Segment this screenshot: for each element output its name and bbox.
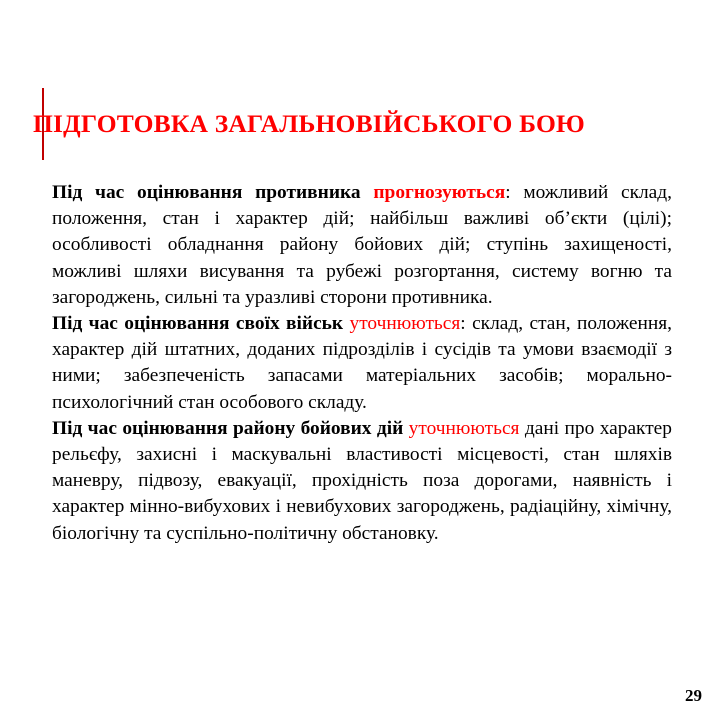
paragraph-accent-term: уточнюються [349, 313, 461, 335]
page-number: 29 [685, 686, 702, 705]
paragraph-lead: Під час оцінювання своїх військ [52, 313, 344, 335]
paragraph-accent-term: прогнозуються [373, 182, 506, 203]
paragraph-area-assessment [52, 416, 672, 547]
paragraph-body-text: дані про характер рельєфу, захисні і маскувальні властивості місцевості, стан шляхів маневру, підвозу, евакуації, прохідність поза дорогами, наявність і характер мінно-вибухових і невибухових загороджень, радіаційну, хімічну, біологічну та суспільно-політичну обстановку. [52, 417, 672, 544]
paragraph-body-text: : склад, стан, положення, характер дій штатних, доданих підрозділів і сусідів та умови взаємодії з ними; забезпеченість запасами матеріальних засобів; морально-психологічний стан особового складу. [52, 313, 672, 413]
paragraph-accent-term: уточнюються [408, 417, 520, 439]
paragraph-own-troops-assessment [52, 311, 672, 416]
paragraph-lead: Під час оцінювання району бойових дій [52, 417, 404, 439]
body-content [52, 180, 672, 547]
page-title: ПІДГОТОВКА ЗАГАЛЬНОВІЙСЬКОГО БОЮ [33, 109, 585, 138]
paragraph-body-text: : можливий склад, положення, стан і характер дій; найбільш важливі об’єкти (цілі); особливості обладнання району бойових дій; ступінь захищеності, можливі шляхи висування та рубежі розгортання, систему вогню та загороджень, сильні та уразливі сторони противника. [52, 182, 673, 308]
paragraph-enemy-assessment [52, 180, 672, 311]
paragraph-lead: Під час оцінювання противника [52, 182, 361, 203]
